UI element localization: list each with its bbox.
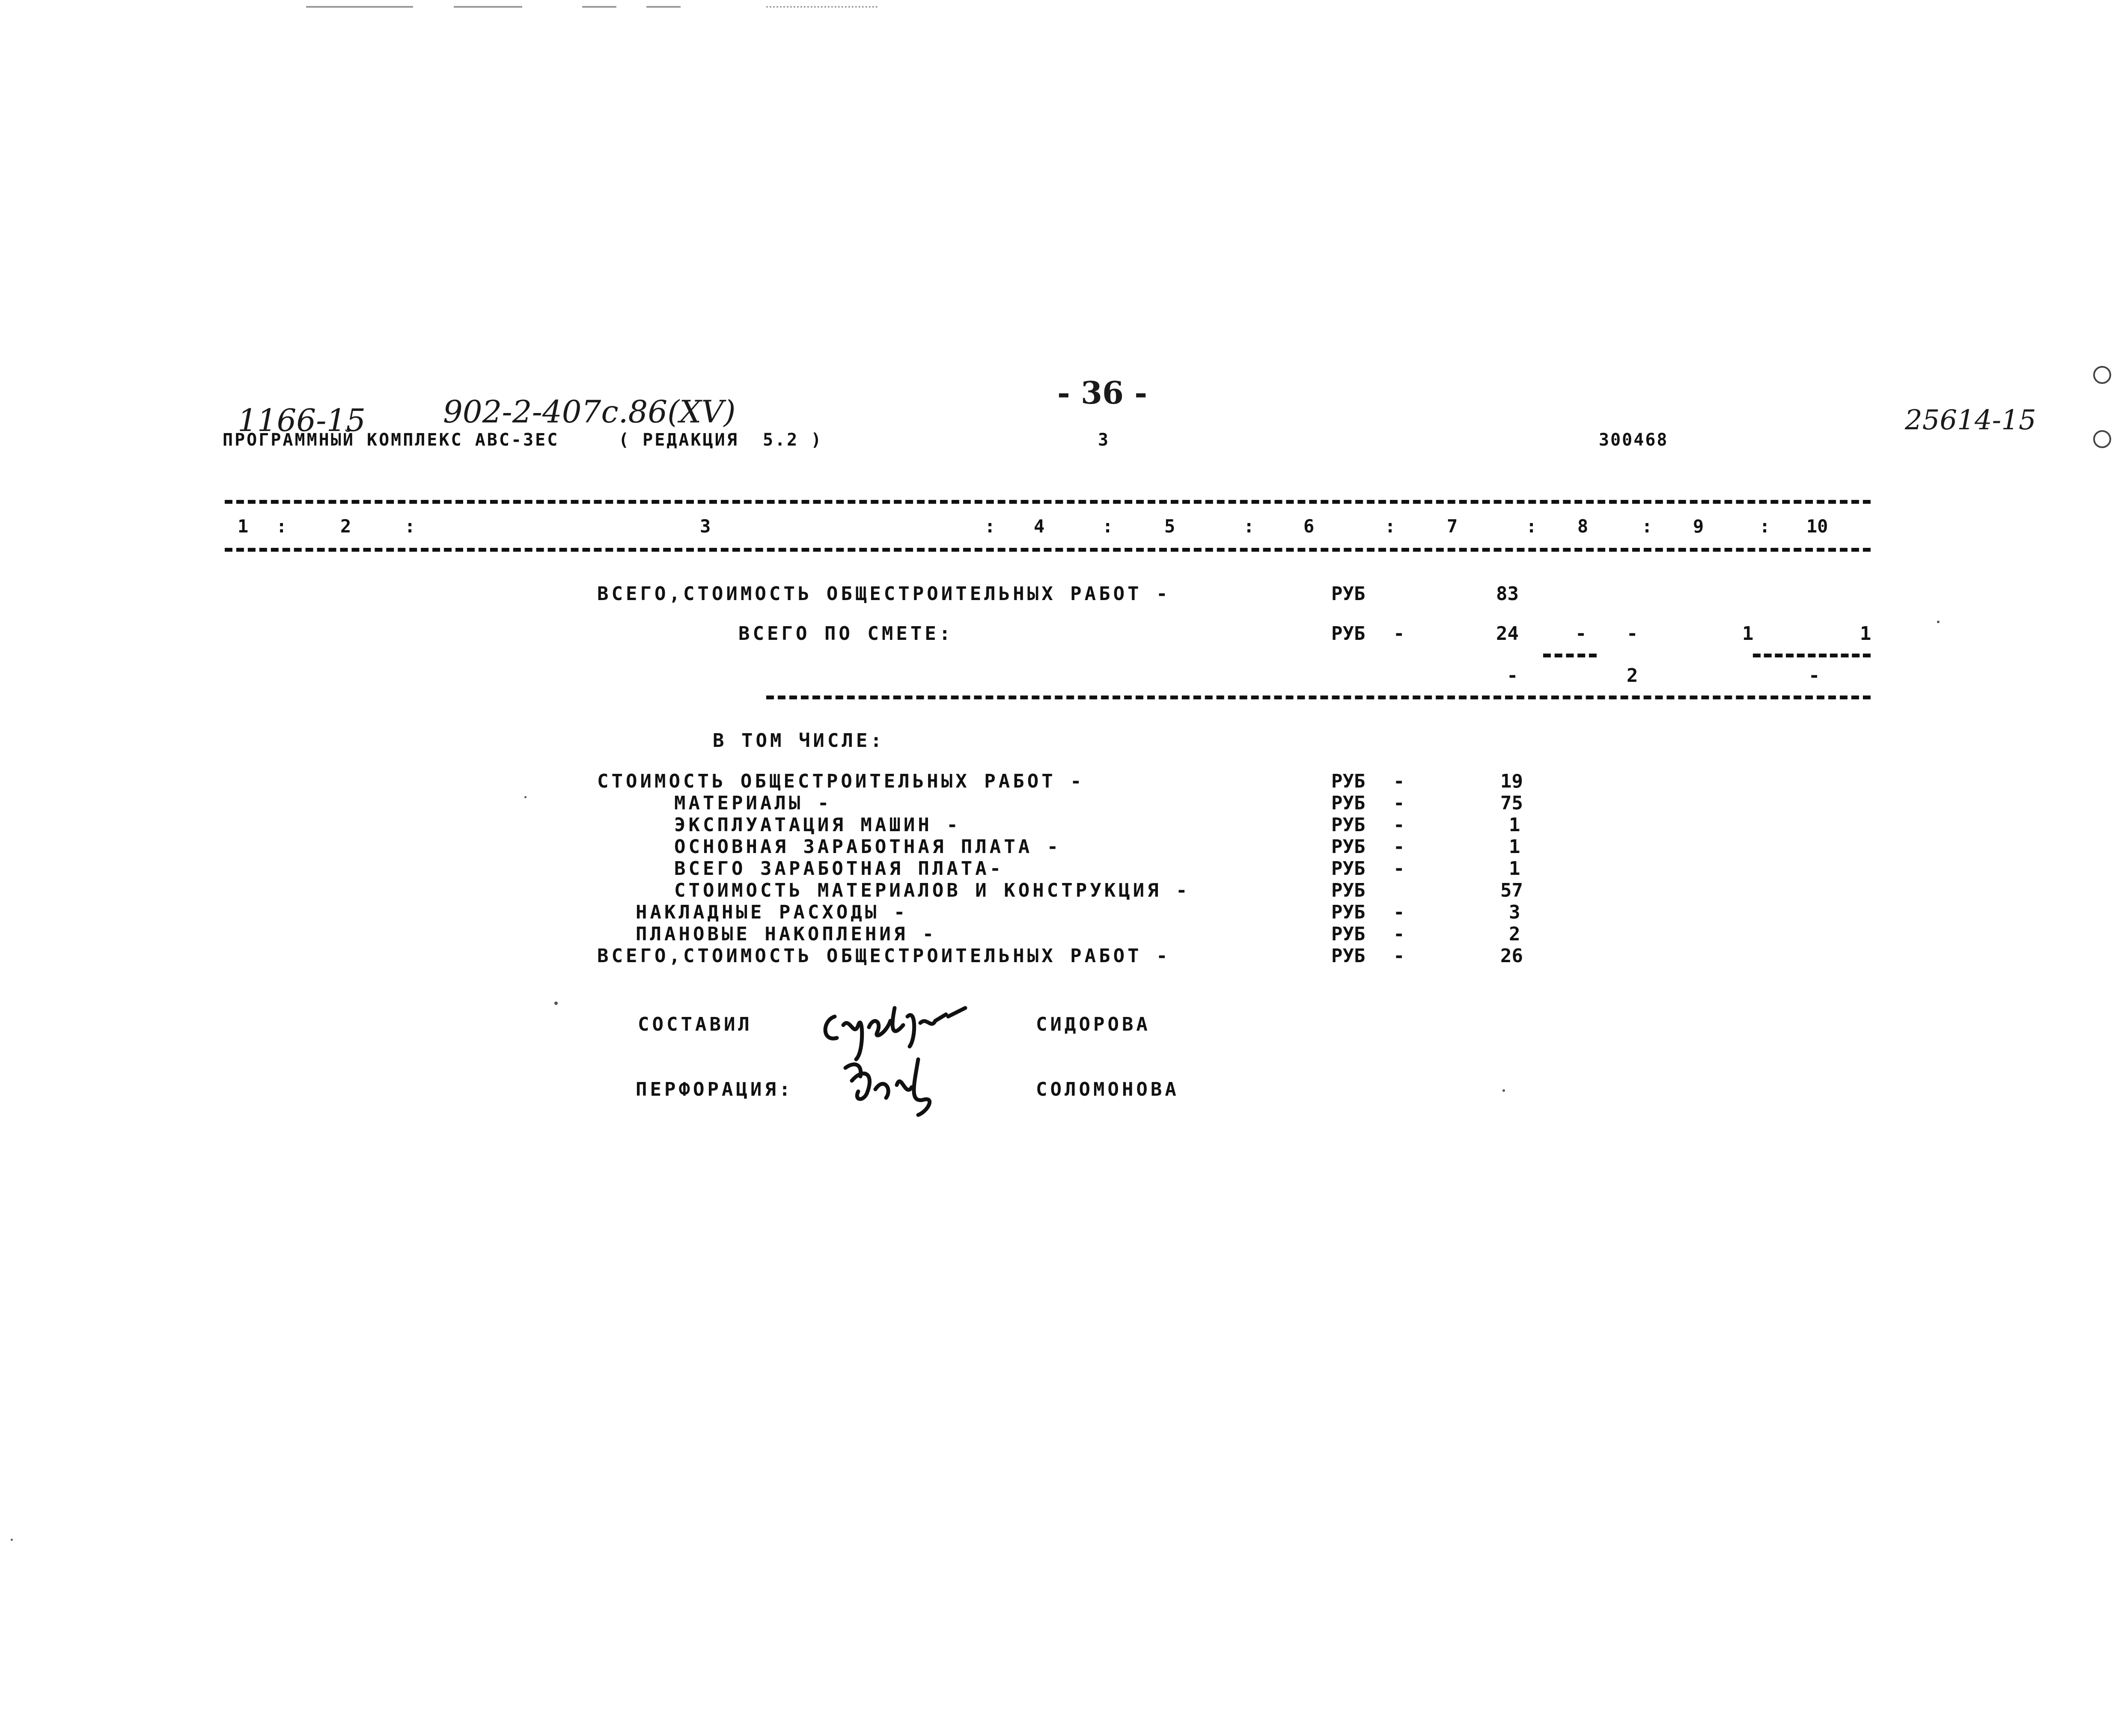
page-number: - 36 - [1057,375,1148,411]
program-edition: ( РЕДАКЦИЯ 5.2 ) [619,430,823,450]
composed-name: СИДОРОВА [1036,1014,1151,1035]
breakdown-value: 1 [1509,814,1520,836]
program-name: ПРОГРАММНЫЙ КОМПЛЕКС АВС-ЗЕС [223,430,559,450]
total-estimate-value: 24 [1496,623,1519,645]
total-estimate-col9: 1 [1742,623,1754,645]
totals-rule [766,696,1871,699]
breakdown-label: ЭКСПЛУАТАЦИЯ МАШИН - [674,814,961,836]
breakdown-dash: - [1393,792,1405,814]
perforation-signature [837,1051,944,1119]
breakdown-dash: - [1393,923,1405,945]
breakdown-label: ВСЕГО,СТОИМОСТЬ ОБЩЕСТРОИТЕЛЬНЫХ РАБОТ - [597,945,1171,967]
handwritten-right-code: 25614-15 [1905,404,2036,436]
total-estimate-label: ВСЕГО ПО СМЕТЕ: [738,623,954,645]
col-header-2: 2 [340,516,351,537]
breakdown-label: ОСНОВНАЯ ЗАРАБОТНАЯ ПЛАТА - [674,836,1062,858]
scan-mark [646,6,681,8]
scan-speck [554,1002,558,1005]
punch-hole-icon [2093,430,2111,448]
total-construction-label: ВСЕГО,СТОИМОСТЬ ОБЩЕСТРОИТЕЛЬНЫХ РАБОТ - [597,583,1171,605]
including-label: В ТОМ ЧИСЛЕ: [713,730,885,752]
col-header-8: 8 [1577,516,1589,537]
breakdown-unit: РУБ [1331,880,1365,901]
col-header-7: 7 [1447,516,1458,537]
document-code: 300468 [1599,430,1669,450]
breakdown-unit: РУБ [1331,901,1365,923]
col-separator: : [1759,516,1770,537]
composed-label: СОСТАВИЛ [638,1014,753,1035]
breakdown-unit: РУБ [1331,770,1365,792]
col-separator: : [1642,516,1653,537]
breakdown-dash: - [1393,858,1405,880]
scan-mark [454,6,522,8]
total-estimate-col8b: - [1627,623,1638,645]
breakdown-dash: - [1393,770,1405,792]
table-rule-top [225,500,1871,504]
breakdown-value: 1 [1509,858,1520,880]
scan-mark [766,6,878,8]
breakdown-value: 75 [1500,792,1523,814]
subtotal-rule [1753,654,1871,657]
breakdown-unit: РУБ [1331,836,1365,858]
breakdown-unit: РУБ [1331,923,1365,945]
total-estimate-col10: 1 [1860,623,1871,645]
breakdown-label: СТОИМОСТЬ ОБЩЕСТРОИТЕЛЬНЫХ РАБОТ - [597,770,1085,792]
col-separator: : [985,516,996,537]
col-header-6: 6 [1303,516,1315,537]
total-estimate-row2-col7: - [1507,665,1518,687]
breakdown-value: 1 [1509,836,1520,858]
scan-mark [582,6,616,8]
col-header-3: 3 [700,516,711,537]
col-header-1: 1 [238,516,249,537]
scan-speck [524,796,527,798]
scan-speck [1502,1089,1505,1092]
breakdown-label: НАКЛАДНЫЕ РАСХОДЫ - [636,901,908,923]
total-estimate-row2-col10: - [1809,665,1820,687]
breakdown-value: 2 [1509,923,1520,945]
perforation-name: СОЛОМОНОВА [1036,1079,1179,1100]
col-header-5: 5 [1164,516,1175,537]
breakdown-value: 57 [1500,880,1523,901]
breakdown-label: СТОИМОСТЬ МАТЕРИАЛОВ И КОНСТРУКЦИЯ - [674,880,1190,901]
breakdown-unit: РУБ [1331,792,1365,814]
perforation-label: ПЕРФОРАЦИЯ: [636,1079,794,1100]
sheet-number: 3 [1098,430,1109,450]
total-estimate-dash: - [1393,623,1405,645]
breakdown-dash: - [1393,814,1405,836]
scan-speck [11,1539,13,1541]
total-construction-value: 83 [1496,583,1519,605]
col-header-10: 10 [1806,516,1828,537]
breakdown-label: МАТЕРИАЛЫ - [674,792,832,814]
breakdown-unit: РУБ [1331,858,1365,880]
breakdown-unit: РУБ [1331,945,1365,967]
col-separator: : [1102,516,1113,537]
table-rule-header [225,548,1871,552]
scan-speck [1937,621,1940,623]
breakdown-dash: - [1393,836,1405,858]
breakdown-label: ВСЕГО ЗАРАБОТНАЯ ПЛАТА- [674,858,1004,880]
col-header-9: 9 [1693,516,1704,537]
breakdown-value: 19 [1500,770,1523,792]
breakdown-dash: - [1393,901,1405,923]
breakdown-value: 3 [1509,901,1520,923]
total-construction-unit: РУБ [1331,583,1365,605]
scan-mark [306,6,413,8]
col-separator: : [1385,516,1396,537]
handwritten-left-code: 1166-15 [238,402,366,438]
col-header-4: 4 [1034,516,1045,537]
total-estimate-unit: РУБ [1331,623,1365,645]
col-separator: : [1243,516,1255,537]
col-separator: : [276,516,287,537]
handwritten-project-code: 902-2-407с.86(XV) [443,394,736,430]
col-separator: : [1526,516,1537,537]
punch-hole-icon [2093,366,2111,384]
breakdown-dash: - [1393,945,1405,967]
col-separator: : [405,516,416,537]
breakdown-label: ПЛАНОВЫЕ НАКОПЛЕНИЯ - [636,923,937,945]
breakdown-unit: РУБ [1331,814,1365,836]
subtotal-rule [1543,654,1597,657]
total-estimate-col8a: - [1575,623,1587,645]
total-estimate-row2-col8: 2 [1627,665,1638,687]
breakdown-value: 26 [1500,945,1523,967]
